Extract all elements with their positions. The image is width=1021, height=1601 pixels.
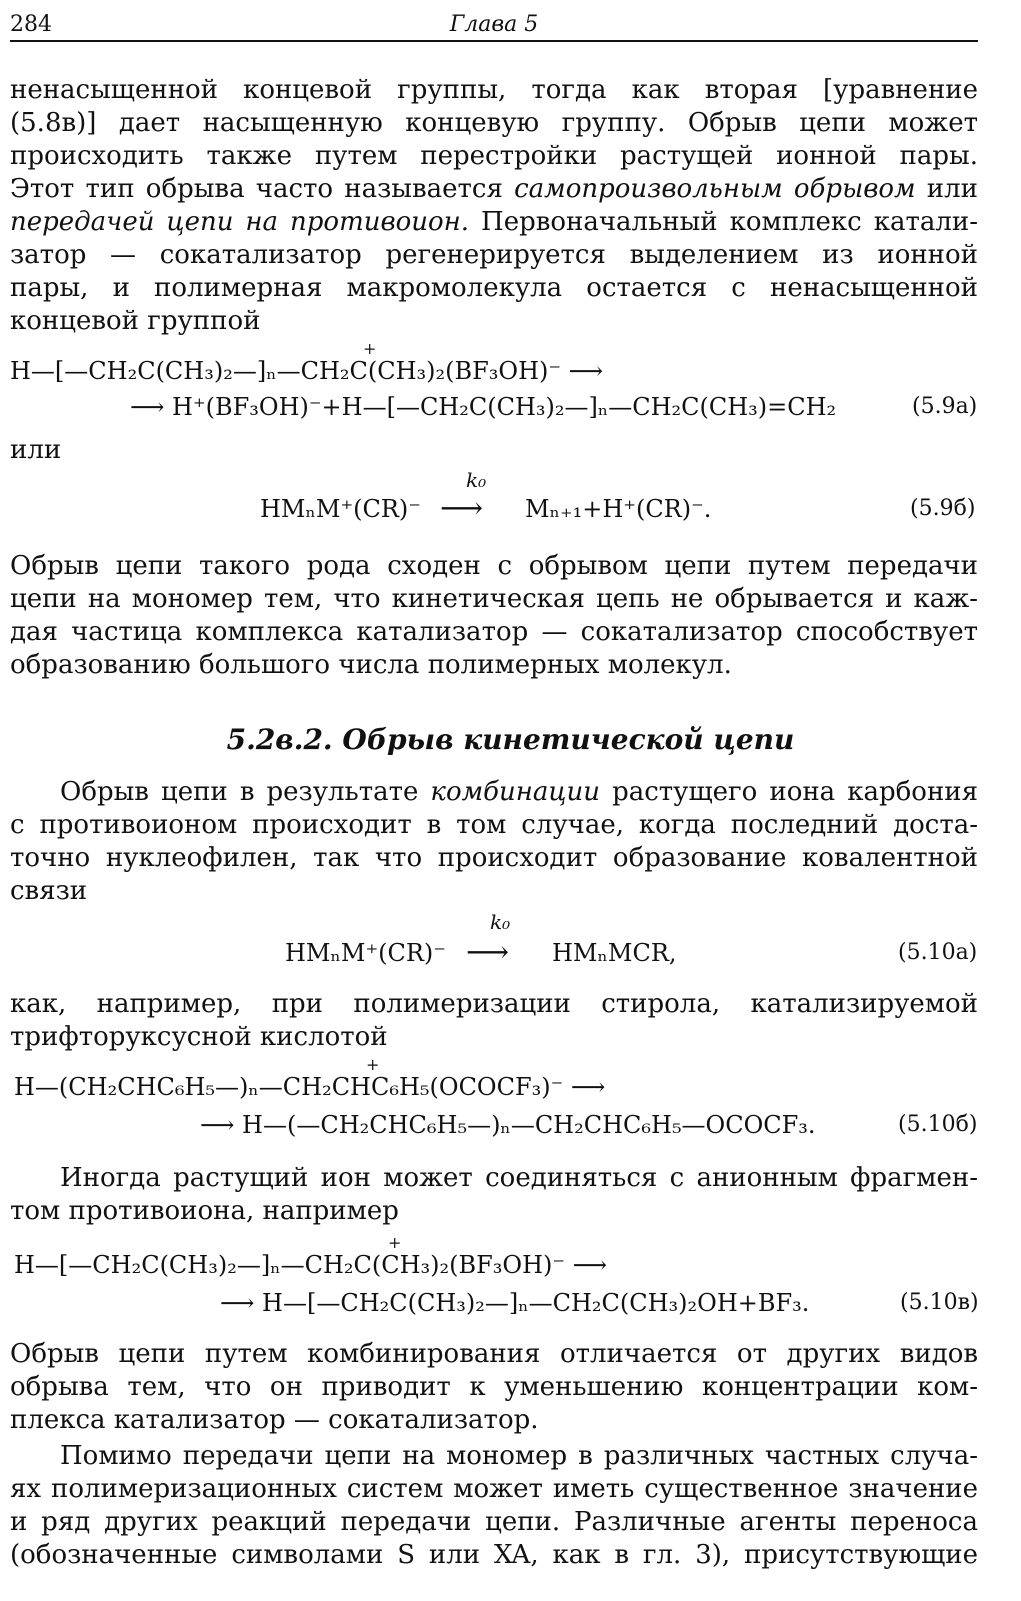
reaction-arrow: ⟶ <box>466 935 510 970</box>
text-line: точно нуклеофилен, так что происходит образование ковалентной <box>10 843 978 873</box>
term-italic: передачей цепи на противоион. <box>10 207 470 237</box>
text-line: связи <box>10 876 88 906</box>
text-line: ях полимеризационных систем может иметь существенное значение <box>10 1474 978 1504</box>
page-header <box>10 6 978 42</box>
equation-line: H—[—CH₂C(CH₃)₂—]ₙ—CH₂C(CH₃)₂(BF₃OH)⁻ ⟶ <box>10 357 604 385</box>
equation-number: (5.9б) <box>910 496 976 521</box>
equation-line: H—[—CH₂C(CH₃)₂—]ₙ—CH₂C(CH₃)₂(BF₃OH)⁻ ⟶ <box>14 1251 608 1279</box>
text-line: Обрыв цепи в результате комбинации растущего иона карбония <box>60 777 978 807</box>
text-line: Этот тип обрыва часто называется самопроизвольным обрывом или <box>10 174 978 204</box>
text-line: происходить также путем перестройки растущей ионной пары. <box>10 141 978 171</box>
equation-number: (5.9а) <box>912 394 978 419</box>
text-line: (обозначенные символами S или XA, как в гл. 3), присутствующие <box>10 1540 978 1570</box>
text-line: плекса катализатор — сокатализатор. <box>10 1405 539 1435</box>
equation-rhs: HMₙMCR, <box>552 939 677 967</box>
rate-constant-label: k₀ <box>466 468 487 492</box>
equation-rhs: Mₙ₊₁+H⁺(CR)⁻. <box>525 495 712 523</box>
text-line: обрыва тем, что он приводит к уменьшению концентрации ком- <box>10 1372 978 1402</box>
text-line: цепи на мономер тем, что кинетическая цепь не обрывается и каж- <box>10 584 978 614</box>
text-line: передачей цепи на противоион. Первоначальный комплекс катали- <box>10 207 978 237</box>
equation-line: ⟶ H—[—CH₂C(CH₃)₂—]ₙ—CH₂C(CH₃)₂OH+BF₃. <box>220 1289 810 1317</box>
equation-number: (5.10б) <box>898 1112 978 1137</box>
text-line: концевой группой <box>10 306 261 336</box>
equation-lhs: HMₙM⁺(CR)⁻ <box>260 495 421 523</box>
cation-plus-mark: + <box>388 1233 402 1252</box>
text-line: Иногда растущий ион может соединяться с анионным фрагмен- <box>60 1163 978 1193</box>
chapter-title: Глава 5 <box>449 12 539 37</box>
page-number: 284 <box>10 12 52 37</box>
text-line: Помимо передачи цепи на мономер в различных частных случа- <box>60 1441 978 1471</box>
term-italic: комбинации <box>430 777 601 807</box>
text-line: и ряд других реакций передачи цепи. Различные агенты переноса <box>10 1507 978 1537</box>
equation-line: ⟶ H⁺(BF₃OH)⁻+H—[—CH₂C(CH₃)₂—]ₙ—CH₂C(CH₃)=CH₂ <box>130 393 837 421</box>
rate-constant-label: k₀ <box>490 910 511 934</box>
cation-plus-mark: + <box>366 1055 380 1074</box>
text-line: трифторуксусной кислотой <box>10 1022 388 1052</box>
text-line: или <box>10 435 62 465</box>
text-line: дая частица комплекса катализатор — сокатализатор способствует <box>10 617 978 647</box>
term-italic: самопроизвольным обрывом <box>514 174 916 204</box>
text-line: ненасыщенной концевой группы, тогда как вторая [уравнение <box>10 75 978 105</box>
text-line: затор — сокатализатор регенерируется выделением из ионной <box>10 240 978 270</box>
text-line: Обрыв цепи путем комбинирования отличается от других видов <box>10 1339 978 1369</box>
reaction-arrow: ⟶ <box>440 491 484 526</box>
text-line: Обрыв цепи такого рода сходен с обрывом цепи путем передачи <box>10 551 978 581</box>
equation-number: (5.10в) <box>900 1290 979 1315</box>
cation-plus-mark: + <box>363 339 377 358</box>
equation-number: (5.10а) <box>898 940 978 965</box>
text-line: (5.8в)] дает насыщенную концевую группу. Обрыв цепи может <box>10 108 978 138</box>
equation-line: ⟶ H—(—CH₂CHC₆H₅—)ₙ—CH₂CHC₆H₅—OCOCF₃. <box>200 1111 816 1139</box>
equation-line: H—(CH₂CHC₆H₅—)ₙ—CH₂CHC₆H₅(OCOCF₃)⁻ ⟶ <box>14 1073 606 1101</box>
text-line: образованию большого числа полимерных молекул. <box>10 650 732 680</box>
text-line: пары, и полимерная макромолекула остается с ненасыщенной <box>10 273 978 303</box>
section-heading: 5.2в.2. Обрыв кинетической цепи <box>226 723 795 756</box>
text-line: как, например, при полимеризации стирола, катализируемой <box>10 989 978 1019</box>
text-line: том противоиона, например <box>10 1196 399 1226</box>
text-line: с противоионом происходит в том случае, когда последний доста- <box>10 810 978 840</box>
equation-lhs: HMₙM⁺(CR)⁻ <box>285 939 446 967</box>
